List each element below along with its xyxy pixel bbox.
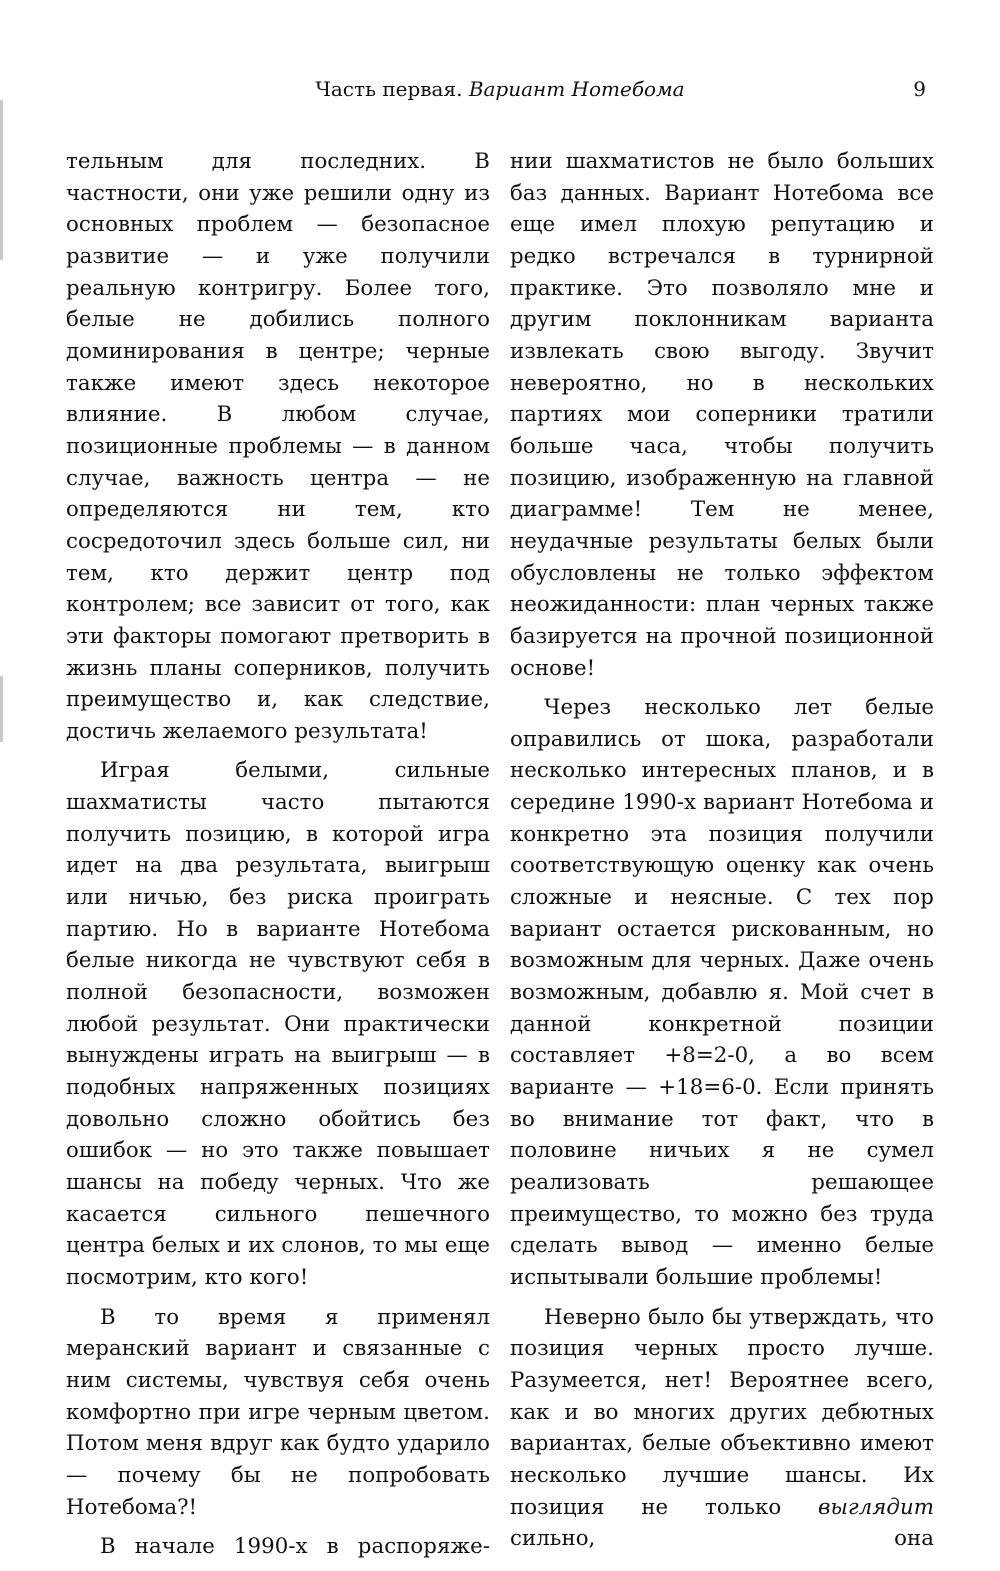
- page-edge-mark-top: [0, 100, 3, 260]
- paragraph: Играя белыми, сильные шахматисты часто пытаются получить позицию, в которой игра идет на два результата, выигрыш или ничью, без риска проиграть партию. Но в варианте Нотебома белые никогда не чувствуют себя в полной безопасности, возможен любой результат. Они практически вынуждены играть на выигрыш — в подобных напряженных позициях довольно сложно обойтись без ошибок — но это также повышает шансы на победу черных. Что же касается сильного пешечного центра белых и их слонов, то мы еще посмотрим, кто кого!: [66, 758, 490, 1290]
- paragraph: нии шахматистов не было больших баз данных. Вариант Нотебома все еще имел плохую репутацию и редко встречался в турнирной практике. Это позволяло мне и другим поклонникам варианта извлекать свою выгоду. Звучит невероятно, но в нескольких партиях мои соперники тратили больше часа, чтобы получить позицию, изображенную на главной диаграмме! Тем не менее, неудачные результаты белых были обусловлены не только эффектом неожиданности: план черных также базируется на прочной позиционной основе!: [510, 149, 934, 681]
- paragraph-text: сильно, она: [510, 1526, 934, 1552]
- emphasized-word: выглядит: [818, 1494, 934, 1520]
- book-part-label: Часть первая.: [315, 77, 463, 101]
- paragraph: В то время я применял меранский вариант и связанные с ним системы, чувствуя себя очень комфортно при игре черным цветом. Потом меня вдруг как будто ударило — почему бы не попробовать Нотебома?!: [66, 1304, 490, 1520]
- paragraph: [510, 1302, 934, 1555]
- running-head-title: [66, 72, 934, 106]
- page-number: 9: [913, 77, 926, 101]
- text-column-right: [510, 146, 934, 1563]
- chapter-title: Вариант Нотебома: [468, 77, 685, 101]
- paragraph-text: Неверно было бы утверждать, что позиция черных просто лучше. Разумеется, нет! Вероятнее всего, как и во многих других дебютных вариантах, белые объективно имеют несколько лучшие шансы. Их позиция не только: [510, 1304, 934, 1520]
- page-edge-mark-middle: [0, 676, 3, 742]
- paragraph: В начале 1990-х в распоряже-: [100, 1534, 490, 1560]
- running-header: [66, 72, 934, 106]
- text-column-left: [66, 146, 490, 1571]
- paragraph: Через несколько лет белые оправились от шока, разработали несколько интересных планов, и в середине 1990-х вариант Нотебома и конкретно эта позиция получили соответствующую оценку как очень сложные и неясные. С тех пор вариант остается рискованным, но возможным для черных. Даже очень возможным, добавлю я. Мой счет в данной конкретной позиции составляет +8=2-0, а во всем варианте — +18=6-0. Если принять во внимание тот факт, что в половине ничьих я не сумел реализовать решающее преимущество, то можно без труда сделать вывод — именно белые испытывали большие проблемы!: [510, 695, 934, 1290]
- paragraph: тельным для последних. В частности, они уже решили одну из основных проблем — безопасное развитие — и уже получили реальную контригру. Более того, белые не добились полного доминирования в центре; черные также имеют здесь некоторое влияние. В любом случае, позиционные проблемы — в данном случае, важность центра — не определяются ни тем, кто сосредоточил здесь больше сил, ни тем, кто держит центр под контролем; все зависит от того, как эти факторы помогают претворить в жизнь планы соперников, получить преимущество и, как следствие, достичь желаемого результата!: [66, 149, 490, 744]
